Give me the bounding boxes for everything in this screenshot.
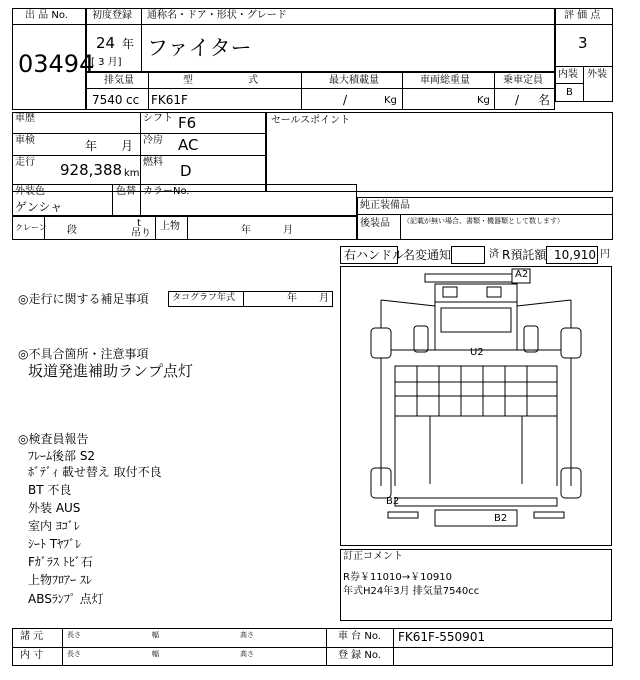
crane-stage: 段 [67,225,77,236]
inspector-line: 上物ﾌﾛｱｰ ｽﾚ [28,573,92,587]
width-label: 幅 [152,631,159,639]
score-value: 3 [578,34,588,52]
score-label: 評 価 点 [564,10,601,21]
top-bar [425,274,517,282]
aftermarket-label: 後装品 [360,218,390,229]
chassis-label: 車 台 No. [338,631,381,642]
name-change-box [451,246,485,264]
sales-point-label: セールスポイント [271,115,351,126]
inspector-line: 室内 ﾖｺﾞﾚ [28,519,80,533]
inspector-line: 外装 AUS [28,501,81,515]
ac-value: AC [178,136,199,154]
specs-label: 諸 元 [20,631,44,642]
reg-year: 24 [96,34,116,52]
crane-box [12,216,357,240]
chassis-value: FK61F-550901 [398,630,486,644]
rear-bumper [395,498,557,506]
first-reg-label: 初度登録 [92,10,132,21]
defects-title: ◎不具合箇所・注意事項 [18,347,149,361]
deposit-label: R預託額 [502,248,547,262]
mark-a2: A2 [515,269,529,280]
fuel-value: D [180,162,192,180]
tacho-year: 年 [287,293,297,304]
correction-line-1: R券￥11010→￥10910 [343,572,452,583]
cab-body [435,302,517,350]
upper-month: 月 [283,225,293,236]
inspector-line: BT 不良 [28,483,72,497]
height-label: 高さ [240,631,254,639]
person-unit: 名 [538,93,551,107]
exterior-label: 外装 [587,69,607,80]
max-load-label: 最大積載量 [329,75,379,86]
interior-label: 内装 [558,69,578,80]
ac-label: 冷房 [143,135,163,146]
reg-month: [ 3 月] [91,57,122,68]
supplement-title: ◎走行に関する補足事項 [18,292,149,306]
color-value: ゲンシャ [15,200,63,214]
year-unit: 年 [122,37,135,51]
width-label-2: 幅 [152,650,159,658]
windshield [441,308,511,332]
mileage-label: 走行 [15,157,35,168]
displacement-label: 排気量 [104,75,134,86]
color-label: 外装色 [15,186,45,197]
model-code: FK61F [151,93,188,107]
load-kg: Kg [384,95,397,106]
color-code-label: カラーNo. [143,186,190,197]
shift-value: F6 [178,114,197,132]
upper-label: 上物 [160,221,180,232]
interior-dim-label: 内 寸 [20,650,44,661]
tacho-label: タコグラフ年式 [172,293,236,303]
history-label: 車歴 [15,113,35,124]
inspector-line: ABSﾗﾝﾌﾟ 点灯 [28,592,104,606]
defect-item: 坂道発進補助ランプ点灯 [28,362,194,380]
mark-b2-bottom: B2 [494,513,508,524]
tacho-month: 月 [319,293,329,304]
inspector-line: ﾌﾚｰﾑ後部 S2 [28,449,96,463]
length-label-2: 長さ [67,650,81,658]
details-box [12,112,266,192]
score-box [555,8,613,102]
model-name: ファイター [147,36,252,60]
inspector-line: ﾎﾞﾃﾞｨ 載せ替え 取付不良 [28,465,162,479]
capacity-slash: / [515,93,520,107]
correction-label: 訂正コメント [343,551,403,562]
genuine-label: 純正装備品 [360,200,410,211]
rhd-label: 右ハンドル [344,248,405,262]
mark-b2-left: B2 [386,496,400,507]
color-change-label: 色替 [116,186,136,197]
fuel-label: 燃料 [143,157,163,168]
capacity-label: 乗車定員 [503,75,543,86]
type-label-2: 式 [248,75,258,86]
mark-u2: U2 [470,347,484,358]
lot-label: 出 品 No. [25,10,68,21]
type-label: 型 [183,75,193,86]
yen-unit: 円 [600,249,610,260]
gross-weight-label: 車両総重量 [420,75,470,86]
interior-grade: B [566,87,573,98]
cargo-bed [395,366,557,416]
height-label-2: 高さ [240,650,254,658]
deposit-value: 10,910 [554,248,596,262]
inspector-title: ◎検査員報告 [18,432,89,446]
lot-number: 03494 [18,50,95,78]
inspection-label: 車検 [15,135,35,146]
inspector-line: ｼｰﾄ Tﾔﾌﾞﾚ [28,537,82,551]
inspector-line: Fｶﾞﾗｽ ﾄﾋﾞ石 [28,555,93,569]
front-left-wheel [371,328,391,358]
aftermarket-note: （記載が無い場合、書類・機器類として数します） [403,217,564,225]
inspection-month: 月 [121,139,134,153]
gross-kg: Kg [477,95,490,106]
crane-hanging: 吊り [131,228,151,239]
displacement-value: 7540 [92,93,123,107]
name-change-label: 名変通知 [403,248,452,262]
correction-line-2: 年式H24年3月 排気量7540cc [343,586,480,597]
shift-label: シフト [143,113,173,124]
truck-diagram [340,266,612,546]
length-label: 長さ [67,631,81,639]
name-label: 通称名・ドア・形状・グレード [147,10,287,21]
front-right-wheel [561,328,581,358]
load-slash: / [343,93,348,107]
mileage-value: 928,388 [60,161,123,179]
crane-ton: t [137,218,141,229]
km-unit: km [124,168,140,179]
inspection-year: 年 [85,139,98,153]
cc-unit: cc [126,93,140,107]
registration-label: 登 録 No. [338,650,381,661]
crane-label: クレーン [15,223,47,232]
deposit-mark: 済 [489,249,499,260]
upper-year: 年 [241,225,251,236]
